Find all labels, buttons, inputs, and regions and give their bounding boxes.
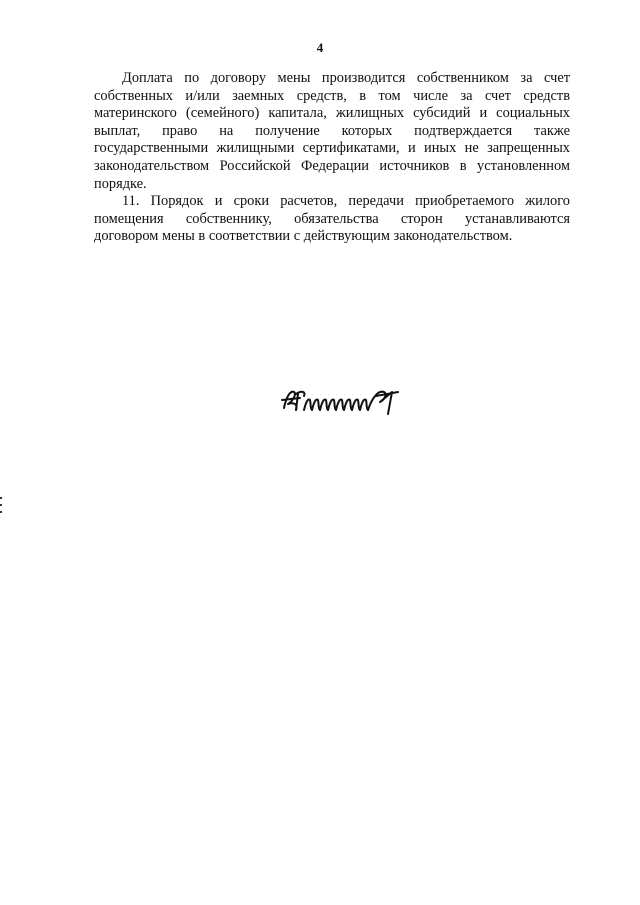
text-line: 11. Порядок и сроки расчетов, передачи приобретаемого жилого	[122, 193, 570, 210]
paragraph-item-11	[94, 193, 570, 246]
signature-icon	[280, 380, 410, 420]
page-number: 4	[316, 40, 324, 55]
text-line: собственных и/или заемных средств, в том числе за счет средств	[94, 87, 570, 104]
document-body	[94, 70, 570, 246]
scan-edge-marks	[0, 497, 3, 521]
text-line: материнского (семейного) капитала, жилищных субсидий и социальных	[94, 105, 570, 122]
text-line: законодательством Российской Федерации источников в установленном	[94, 157, 570, 174]
text-line: государственными жилищными сертификатами, и иных не запрещенных	[94, 140, 570, 157]
paragraph-payment	[94, 70, 570, 193]
text-line: порядке.	[94, 175, 147, 192]
text-line: договором мены в соответствии с действующим законодательством.	[94, 228, 513, 245]
text-line: Доплата по договору мены производится собственником за счет	[122, 70, 570, 86]
text-line: выплат, право на получение которых подтверждается также	[94, 122, 570, 139]
text-line: помещения собственнику, обязательства сторон устанавливаются	[94, 210, 570, 227]
